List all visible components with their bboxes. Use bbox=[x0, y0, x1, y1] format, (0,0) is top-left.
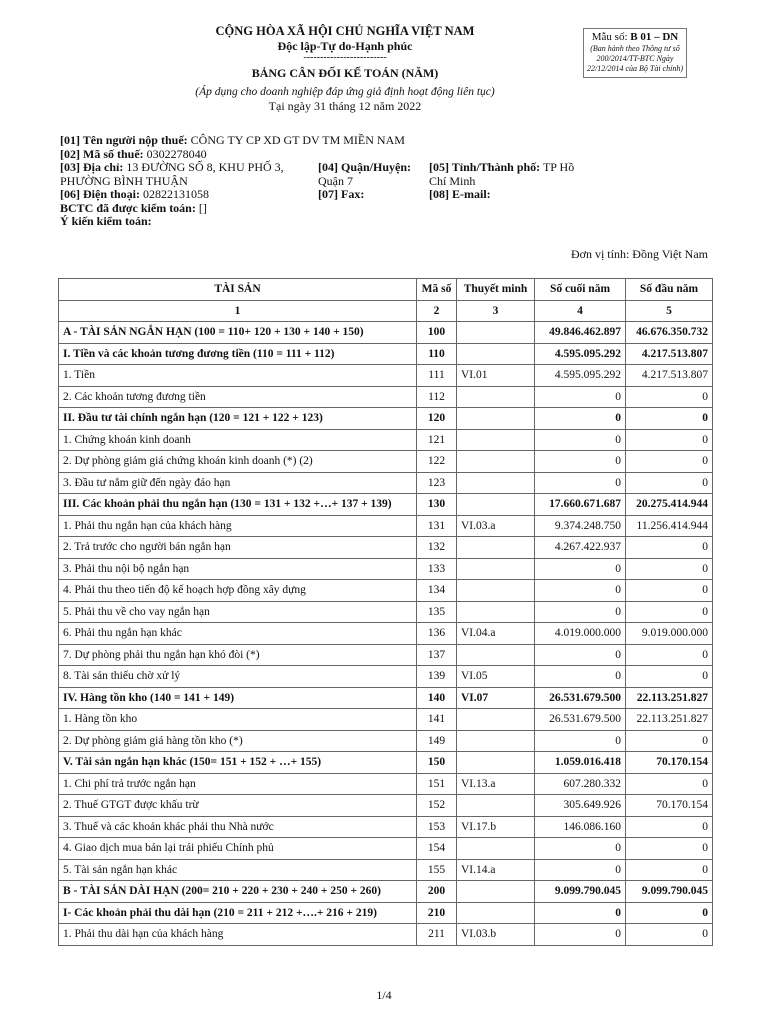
table-row bbox=[59, 881, 713, 903]
cell-note bbox=[457, 494, 535, 516]
index-col-2: 2 bbox=[417, 300, 457, 322]
cell-begin-of-year: 0 bbox=[626, 580, 713, 602]
cell-note bbox=[457, 881, 535, 903]
cell-end-of-year: 0 bbox=[535, 580, 626, 602]
cell-begin-of-year: 0 bbox=[626, 902, 713, 924]
cell-end-of-year: 0 bbox=[535, 644, 626, 666]
audit-opinion-row bbox=[60, 215, 720, 229]
cell-begin-of-year: 9.099.790.045 bbox=[626, 881, 713, 903]
cell-end-of-year: 9.374.248.750 bbox=[535, 515, 626, 537]
cell-end-of-year: 4.595.095.292 bbox=[535, 343, 626, 365]
cell-note: VI.07 bbox=[457, 687, 535, 709]
cell-item-name: II. Đầu tư tài chính ngắn hạn (120 = 121 + 122 + 123) bbox=[59, 408, 417, 430]
table-row bbox=[59, 494, 713, 516]
cell-begin-of-year: 9.019.000.000 bbox=[626, 623, 713, 645]
cell-note bbox=[457, 343, 535, 365]
cell-end-of-year: 4.595.095.292 bbox=[535, 365, 626, 387]
cell-begin-of-year: 0 bbox=[626, 451, 713, 473]
cell-begin-of-year: 0 bbox=[626, 838, 713, 860]
cell-item-name: 2. Dự phòng giảm giá chứng khoán kinh doanh (*) (2) bbox=[59, 451, 417, 473]
cell-code: 131 bbox=[417, 515, 457, 537]
cell-note bbox=[457, 558, 535, 580]
table-row bbox=[59, 752, 713, 774]
table-row bbox=[59, 343, 713, 365]
header-end-of-year: Số cuối năm bbox=[535, 279, 626, 301]
cell-code: 200 bbox=[417, 881, 457, 903]
form-regulation-note: (Ban hành theo Thông tư số 200/2014/TT-BTC Ngày 22/12/2014 của Bộ Tài chính) bbox=[587, 44, 683, 73]
header-begin-of-year: Số đầu năm bbox=[626, 279, 713, 301]
cell-code: 210 bbox=[417, 902, 457, 924]
table-index-row bbox=[59, 300, 713, 322]
cell-note bbox=[457, 752, 535, 774]
phone-label: [06] Điện thoại: bbox=[60, 187, 140, 201]
cell-end-of-year: 0 bbox=[535, 666, 626, 688]
cell-end-of-year: 4.019.000.000 bbox=[535, 623, 626, 645]
cell-code: 121 bbox=[417, 429, 457, 451]
table-row bbox=[59, 795, 713, 817]
table-row bbox=[59, 429, 713, 451]
cell-note bbox=[457, 709, 535, 731]
cell-end-of-year: 0 bbox=[535, 601, 626, 623]
cell-end-of-year: 0 bbox=[535, 429, 626, 451]
table-row bbox=[59, 773, 713, 795]
cell-begin-of-year: 11.256.414.944 bbox=[626, 515, 713, 537]
district-value: Quận 7 bbox=[318, 173, 353, 188]
email-block bbox=[429, 188, 491, 202]
cell-item-name: III. Các khoản phải thu ngắn hạn (130 = 131 + 132 +…+ 137 + 139) bbox=[59, 494, 417, 516]
cell-code: 141 bbox=[417, 709, 457, 731]
cell-begin-of-year: 4.217.513.807 bbox=[626, 343, 713, 365]
cell-item-name: I. Tiền và các khoản tương đương tiền (110 = 111 + 112) bbox=[59, 343, 417, 365]
cell-code: 150 bbox=[417, 752, 457, 774]
header-code: Mã số bbox=[417, 279, 457, 301]
cell-code: 151 bbox=[417, 773, 457, 795]
cell-code: 123 bbox=[417, 472, 457, 494]
cell-begin-of-year: 0 bbox=[626, 601, 713, 623]
form-code-label: Mẫu số: bbox=[591, 31, 628, 43]
cell-begin-of-year: 70.170.154 bbox=[626, 795, 713, 817]
audited-checkbox: [] bbox=[198, 200, 207, 215]
cell-end-of-year: 0 bbox=[535, 924, 626, 946]
cell-item-name: 8. Tài sản thiếu chờ xử lý bbox=[59, 666, 417, 688]
tax-code-value: 0302278040 bbox=[146, 146, 207, 161]
cell-code: 154 bbox=[417, 838, 457, 860]
contact-row bbox=[60, 188, 720, 202]
cell-begin-of-year: 22.113.251.827 bbox=[626, 709, 713, 731]
cell-code: 153 bbox=[417, 816, 457, 838]
national-motto: Độc lập-Tự do-Hạnh phúc bbox=[277, 39, 413, 53]
tax-code-row bbox=[60, 148, 720, 162]
table-body bbox=[59, 322, 713, 946]
cell-item-name: 2. Thuế GTGT được khấu trừ bbox=[59, 795, 417, 817]
table-row bbox=[59, 580, 713, 602]
table-row bbox=[59, 623, 713, 645]
cell-end-of-year: 0 bbox=[535, 408, 626, 430]
index-col-3: 3 bbox=[457, 300, 535, 322]
nation-name: CỘNG HÒA XÃ HỘI CHỦ NGHĨA VIỆT NAM bbox=[215, 24, 475, 38]
fax-label: [07] Fax: bbox=[318, 187, 365, 201]
table-row bbox=[59, 859, 713, 881]
cell-code: 211 bbox=[417, 924, 457, 946]
cell-note: VI.17.b bbox=[457, 816, 535, 838]
district-block bbox=[318, 161, 428, 188]
cell-note: VI.03.a bbox=[457, 515, 535, 537]
cell-note bbox=[457, 644, 535, 666]
cell-end-of-year: 9.099.790.045 bbox=[535, 881, 626, 903]
cell-end-of-year: 1.059.016.418 bbox=[535, 752, 626, 774]
table-row bbox=[59, 644, 713, 666]
cell-item-name: 2. Dự phòng giảm giá hàng tồn kho (*) bbox=[59, 730, 417, 752]
cell-end-of-year: 26.531.679.500 bbox=[535, 687, 626, 709]
taxpayer-info bbox=[60, 134, 720, 229]
cell-begin-of-year: 0 bbox=[626, 666, 713, 688]
cell-begin-of-year: 20.275.414.944 bbox=[626, 494, 713, 516]
cell-item-name: 2. Trả trước cho người bán ngắn hạn bbox=[59, 537, 417, 559]
cell-item-name: 5. Tài sản ngắn hạn khác bbox=[59, 859, 417, 881]
table-row bbox=[59, 365, 713, 387]
table-row bbox=[59, 816, 713, 838]
cell-code: 122 bbox=[417, 451, 457, 473]
city-value-line2: Chí Minh bbox=[429, 173, 476, 188]
cell-begin-of-year: 0 bbox=[626, 644, 713, 666]
cell-item-name: 3. Phải thu nội bộ ngắn hạn bbox=[59, 558, 417, 580]
cell-note bbox=[457, 451, 535, 473]
cell-note bbox=[457, 408, 535, 430]
table-row bbox=[59, 515, 713, 537]
address-row bbox=[60, 161, 720, 188]
cell-item-name: IV. Hàng tồn kho (140 = 141 + 149) bbox=[59, 687, 417, 709]
cell-end-of-year: 0 bbox=[535, 902, 626, 924]
cell-note bbox=[457, 730, 535, 752]
cell-item-name: 7. Dự phòng phải thu ngắn hạn khó đòi (*) bbox=[59, 644, 417, 666]
cell-item-name: 5. Phải thu về cho vay ngắn hạn bbox=[59, 601, 417, 623]
cell-end-of-year: 0 bbox=[535, 451, 626, 473]
cell-note bbox=[457, 795, 535, 817]
cell-code: 149 bbox=[417, 730, 457, 752]
address-label: [03] Địa chỉ: bbox=[60, 160, 124, 174]
cell-item-name: 2. Các khoản tương đương tiền bbox=[59, 386, 417, 408]
address-block bbox=[60, 161, 310, 188]
cell-end-of-year: 305.649.926 bbox=[535, 795, 626, 817]
cell-begin-of-year: 22.113.251.827 bbox=[626, 687, 713, 709]
cell-end-of-year: 0 bbox=[535, 859, 626, 881]
form-code-box bbox=[583, 28, 687, 78]
cell-end-of-year: 4.267.422.937 bbox=[535, 537, 626, 559]
cell-begin-of-year: 46.676.350.732 bbox=[626, 322, 713, 344]
table-row bbox=[59, 902, 713, 924]
cell-code: 133 bbox=[417, 558, 457, 580]
index-col-1: 1 bbox=[59, 300, 417, 322]
page-number: 1/4 bbox=[376, 988, 392, 1002]
cell-end-of-year: 607.280.332 bbox=[535, 773, 626, 795]
cell-item-name: 1. Phải thu dài hạn của khách hàng bbox=[59, 924, 417, 946]
audited-label: BCTC đã được kiểm toán: bbox=[60, 200, 196, 215]
document-header bbox=[120, 24, 570, 113]
table-row bbox=[59, 386, 713, 408]
cell-begin-of-year: 70.170.154 bbox=[626, 752, 713, 774]
cell-end-of-year: 17.660.671.687 bbox=[535, 494, 626, 516]
document-date: Tại ngày 31 tháng 12 năm 2022 bbox=[268, 99, 422, 113]
taxpayer-name-value: CÔNG TY CP XD GT DV TM MIỀN NAM bbox=[190, 133, 405, 147]
cell-code: 140 bbox=[417, 687, 457, 709]
cell-note bbox=[457, 322, 535, 344]
cell-item-name: 3. Đầu tư nắm giữ đến ngày đáo hạn bbox=[59, 472, 417, 494]
table-row bbox=[59, 451, 713, 473]
cell-code: 136 bbox=[417, 623, 457, 645]
address-value-line1: 13 ĐƯỜNG SỐ 8, KHU PHỐ 3, bbox=[126, 160, 284, 174]
cell-item-name: 1. Tiền bbox=[59, 365, 417, 387]
cell-code: 110 bbox=[417, 343, 457, 365]
cell-item-name: 1. Phải thu ngắn hạn của khách hàng bbox=[59, 515, 417, 537]
cell-code: 120 bbox=[417, 408, 457, 430]
cell-code: 135 bbox=[417, 601, 457, 623]
table-row bbox=[59, 408, 713, 430]
cell-end-of-year: 0 bbox=[535, 838, 626, 860]
taxpayer-name-label: [01] Tên người nộp thuế: bbox=[60, 133, 188, 147]
cell-note bbox=[457, 429, 535, 451]
cell-note: VI.13.a bbox=[457, 773, 535, 795]
cell-item-name: V. Tài sản ngắn hạn khác (150= 151 + 152 + …+ 155) bbox=[59, 752, 417, 774]
cell-end-of-year: 49.846.462.897 bbox=[535, 322, 626, 344]
cell-note bbox=[457, 838, 535, 860]
cell-note: VI.05 bbox=[457, 666, 535, 688]
cell-note: VI.04.a bbox=[457, 623, 535, 645]
form-code bbox=[586, 31, 684, 44]
table-row bbox=[59, 730, 713, 752]
table-row bbox=[59, 601, 713, 623]
document-subtitle: (Áp dụng cho doanh nghiệp đáp ứng giả định hoạt động liên tục) bbox=[195, 86, 495, 98]
cell-code: 139 bbox=[417, 666, 457, 688]
cell-begin-of-year: 4.217.513.807 bbox=[626, 365, 713, 387]
index-col-5: 5 bbox=[626, 300, 713, 322]
cell-note bbox=[457, 902, 535, 924]
table-row bbox=[59, 558, 713, 580]
cell-note bbox=[457, 537, 535, 559]
cell-item-name: 6. Phải thu ngắn hạn khác bbox=[59, 623, 417, 645]
cell-end-of-year: 0 bbox=[535, 558, 626, 580]
cell-code: 134 bbox=[417, 580, 457, 602]
header-assets: TÀI SẢN bbox=[59, 279, 417, 301]
cell-begin-of-year: 0 bbox=[626, 773, 713, 795]
header-divider: ------------------------- bbox=[303, 52, 387, 63]
cell-begin-of-year: 0 bbox=[626, 537, 713, 559]
document-title: BẢNG CÂN ĐỐI KẾ TOÁN (NĂM) bbox=[251, 66, 439, 80]
cell-end-of-year: 0 bbox=[535, 386, 626, 408]
cell-begin-of-year: 0 bbox=[626, 386, 713, 408]
cell-begin-of-year: 0 bbox=[626, 730, 713, 752]
taxpayer-name-row bbox=[60, 134, 720, 148]
cell-item-name: 1. Hàng tồn kho bbox=[59, 709, 417, 731]
district-label: [04] Quận/Huyện: bbox=[318, 160, 412, 174]
balance-sheet-table bbox=[58, 278, 713, 946]
index-col-4: 4 bbox=[535, 300, 626, 322]
phone-value: 02822131058 bbox=[143, 187, 209, 201]
city-value-line1: TP Hồ bbox=[542, 160, 575, 174]
cell-begin-of-year: 0 bbox=[626, 859, 713, 881]
cell-end-of-year: 0 bbox=[535, 472, 626, 494]
cell-code: 152 bbox=[417, 795, 457, 817]
cell-begin-of-year: 0 bbox=[626, 408, 713, 430]
city-block bbox=[429, 161, 629, 188]
cell-end-of-year: 146.086.160 bbox=[535, 816, 626, 838]
cell-item-name: 4. Giao dịch mua bán lại trái phiếu Chính phủ bbox=[59, 838, 417, 860]
cell-begin-of-year: 0 bbox=[626, 924, 713, 946]
cell-code: 112 bbox=[417, 386, 457, 408]
cell-note bbox=[457, 601, 535, 623]
cell-item-name: B - TÀI SẢN DÀI HẠN (200= 210 + 220 + 230 + 240 + 250 + 260) bbox=[59, 881, 417, 903]
form-code-value: B 01 – DN bbox=[630, 31, 679, 43]
fax-block bbox=[318, 188, 364, 202]
cell-code: 130 bbox=[417, 494, 457, 516]
audit-opinion-label: Ý kiến kiểm toán: bbox=[60, 214, 152, 228]
city-label: [05] Tỉnh/Thành phố: bbox=[429, 160, 541, 174]
address-value-line2: PHƯỜNG BÌNH THUẬN bbox=[60, 173, 188, 188]
table-header-row bbox=[59, 279, 713, 301]
tax-code-label: [02] Mã số thuế: bbox=[60, 146, 144, 161]
currency-unit: Đơn vị tính: Đồng Việt Nam bbox=[570, 247, 708, 261]
table-row bbox=[59, 838, 713, 860]
cell-note bbox=[457, 472, 535, 494]
cell-code: 100 bbox=[417, 322, 457, 344]
audited-row bbox=[60, 202, 720, 216]
cell-note: VI.03.b bbox=[457, 924, 535, 946]
cell-note bbox=[457, 580, 535, 602]
cell-code: 137 bbox=[417, 644, 457, 666]
cell-end-of-year: 0 bbox=[535, 730, 626, 752]
cell-note: VI.01 bbox=[457, 365, 535, 387]
table-row bbox=[59, 322, 713, 344]
phone-block bbox=[60, 188, 209, 202]
table-row bbox=[59, 709, 713, 731]
cell-begin-of-year: 0 bbox=[626, 558, 713, 580]
table-row bbox=[59, 666, 713, 688]
cell-item-name: 1. Chi phí trả trước ngắn hạn bbox=[59, 773, 417, 795]
header-note: Thuyết minh bbox=[457, 279, 535, 301]
cell-item-name: 3. Thuế và các khoản khác phải thu Nhà nước bbox=[59, 816, 417, 838]
cell-begin-of-year: 0 bbox=[626, 429, 713, 451]
table-row bbox=[59, 924, 713, 946]
cell-begin-of-year: 0 bbox=[626, 472, 713, 494]
cell-item-name: I- Các khoản phải thu dài hạn (210 = 211 + 212 +….+ 216 + 219) bbox=[59, 902, 417, 924]
cell-code: 155 bbox=[417, 859, 457, 881]
email-label: [08] E-mail: bbox=[429, 187, 491, 201]
cell-item-name: 4. Phải thu theo tiến độ kế hoạch hợp đồng xây dựng bbox=[59, 580, 417, 602]
cell-note: VI.14.a bbox=[457, 859, 535, 881]
cell-item-name: A - TÀI SẢN NGẮN HẠN (100 = 110+ 120 + 130 + 140 + 150) bbox=[59, 322, 417, 344]
table-row bbox=[59, 687, 713, 709]
cell-code: 111 bbox=[417, 365, 457, 387]
cell-note bbox=[457, 386, 535, 408]
cell-code: 132 bbox=[417, 537, 457, 559]
cell-item-name: 1. Chứng khoán kinh doanh bbox=[59, 429, 417, 451]
table-row bbox=[59, 472, 713, 494]
table-row bbox=[59, 537, 713, 559]
cell-end-of-year: 26.531.679.500 bbox=[535, 709, 626, 731]
cell-begin-of-year: 0 bbox=[626, 816, 713, 838]
